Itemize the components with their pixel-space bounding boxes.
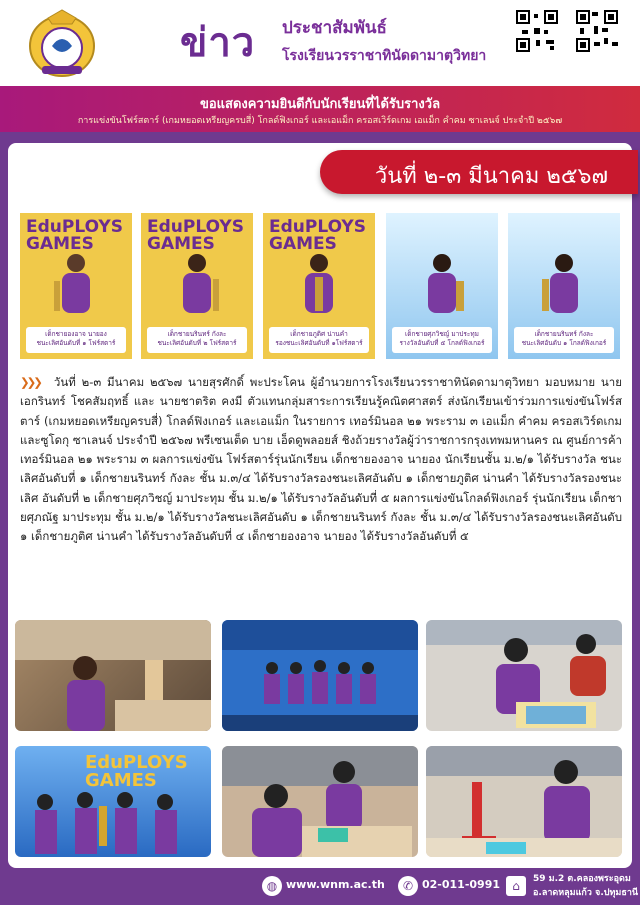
- gallery-photo: [15, 620, 211, 731]
- gallery-photo: [15, 746, 211, 857]
- header: [0, 0, 640, 86]
- globe-icon: ◍: [262, 876, 282, 896]
- photo-brand: EduPLOYS GAMES: [269, 217, 366, 254]
- winner-photo: [386, 213, 498, 359]
- winner-photo: [263, 213, 375, 359]
- pr-label: ประชาสัมพันธ์: [282, 18, 387, 38]
- student-figure: [420, 251, 464, 321]
- gallery-photo: [426, 620, 622, 731]
- phone-icon: ✆: [398, 876, 418, 896]
- winner-photo: [20, 213, 132, 359]
- student-figure: [542, 251, 586, 321]
- school-name: โรงเรียนวรราชาทินัดดามาตุวิทยา: [282, 48, 487, 64]
- congrats-banner: [0, 86, 640, 132]
- student-figure: [175, 251, 219, 321]
- qr-code-icon[interactable]: [576, 10, 618, 52]
- footer: [0, 868, 640, 905]
- winner-photo: [508, 213, 620, 359]
- double-arrow-icon: ❯❯❯: [20, 375, 40, 389]
- banner-subtitle: การแข่งขันโฟร์สตาร์ (เกมหยอดเหรียญครบสี่) โกลด์ฟิงเกอร์ และเอแม็ก ครอสเวิร์ดเกม เอแม็ก คำคม ซาเลนจ์ ประจำปี ๒๕๖๗: [77, 116, 563, 126]
- gallery-photo: [222, 620, 418, 731]
- date-ribbon: [320, 150, 638, 194]
- student-figure: [297, 251, 341, 321]
- photo-brand: EduPLOYS GAMES: [26, 217, 123, 254]
- banner-title: ขอแสดงความยินดีกับนักเรียนที่ได้รับรางวัล: [199, 97, 441, 112]
- website-link[interactable]: www.wnm.ac.th: [286, 878, 385, 891]
- school-crest-icon: [26, 6, 98, 80]
- winner-caption: เด็กชายศุภวิชญ์ มาประทุม รางวัลอันดับที่ ๕ โกลด์ฟิงเกอร์: [392, 327, 492, 353]
- news-body-text: วันที่ ๒-๓ มีนาคม ๒๕๖๗ นายสุรศักดิ์ พะประโคน ผู้อำนวยการโรงเรียนวรราชาทินัดดามาตุวิทยา มอบหมาย นายเอกรินทร์ โชคสัมฤทธิ์ และ นายชาตริต คงมี ตัวแทนกลุ่มสาระการเรียนรู้คณิตศาสตร์ ส่งนักเรียนเข้าร่วมการแข่งขันโฟร์สตาร์ (เกมหยอดเหรียญครบสี่) โกลด์ฟิงเกอร์ และเอแม็ก ในรายการ เทอร์มินอล ๒๑ พระราม ๓ เอแม็ก คำคม ครอสเวิร์ดเกม และซูโดกุ ซาเลนจ์ ประจำปี ๒๕๖๗ พรีเซนเต็ด บาย เอ็ดดูพลอยส์ ชิงถ้วยรางวัลผู้ว่าราชการกรุงเทพมหานคร ณ ศูนย์การค้า เทอร์มินอล ๒๑ พระราม ๓ ผลการแข่งขัน โฟร์สตาร์รุ่นนักเรียน เด็กชายองอาจ นายอง นักเรียนชั้น ม.๒/๑ ได้รับรางวัล ชนะเลิศอันดับที่ ๑ เด็กชายนรินทร์ กังละ ชั้น ม.๓/๔ ได้รับรางวัลรองชนะเลิศอันดับ ๑ เด็กชายภูติศ น่านคำ ได้รับรางวัลรองชนะเลิศ อันดับที่ ๒ เด็กชายศุภวิชญ์ มาประทุม ชั้น ม.๒/๑ ได้รับรางวัลอันดับที่ ๕ ผลการแข่งขันโกลด์ฟิงเกอร์ รุ่นนักเรียน เด็กชายศุภณัฐ มาประทุม ชั้น ม.๒/๑ ได้รับรางวัลชนะเลิศอันดับ ๑ เด็กชายนรินทร์ กังละ ชั้น ม.๓/๔ ได้รับรางวัลรองชนะเลิศอันดับ ๑ เด็กชายภูติศ น่านคำ ได้รับรางวัลอันดับที่ ๔ เด็กชายองอาจ นายอง ได้รับรางวัลอันดับที่ ๕: [20, 375, 622, 544]
- gallery-photo: [222, 746, 418, 857]
- home-icon: ⌂: [506, 876, 526, 896]
- winner-caption: เด็กชายนรินทร์ กังละ ชนะเลิศอันดับที่ ๒ โฟร์สตาร์: [147, 327, 247, 353]
- news-body: [20, 373, 622, 547]
- student-figure: [54, 251, 98, 321]
- winner-caption: เด็กชายนรินทร์ กังละ ชนะเลิศอันดับ ๑ โกลด์ฟิงเกอร์: [514, 327, 614, 353]
- title-block: [282, 14, 486, 67]
- winner-photo: [141, 213, 253, 359]
- gallery-brand: EduPLOYS GAMES: [85, 752, 188, 791]
- winner-caption: เด็กชายองอาจ นายอง ชนะเลิศอันดับที่ ๑ โฟร์สตาร์: [26, 327, 126, 353]
- photo-brand: EduPLOYS GAMES: [147, 217, 244, 254]
- phone-number[interactable]: 02-011-0991: [422, 878, 501, 891]
- news-label: ข่าว: [180, 20, 256, 66]
- gallery-photo: [426, 746, 622, 857]
- qr-code-icon[interactable]: [516, 10, 558, 52]
- date-text: วันที่ ๒-๓ มีนาคม ๒๕๖๗: [374, 164, 608, 189]
- winner-caption: เด็กชายภูติศ น่านคำ รองชนะเลิศอันดับที่ ๑โฟร์สตาร์: [269, 327, 369, 353]
- address: 59 ม.2 ต.คลองพระอุดม อ.ลาดหลุมแก้ว จ.ปทุมธานี: [533, 874, 639, 898]
